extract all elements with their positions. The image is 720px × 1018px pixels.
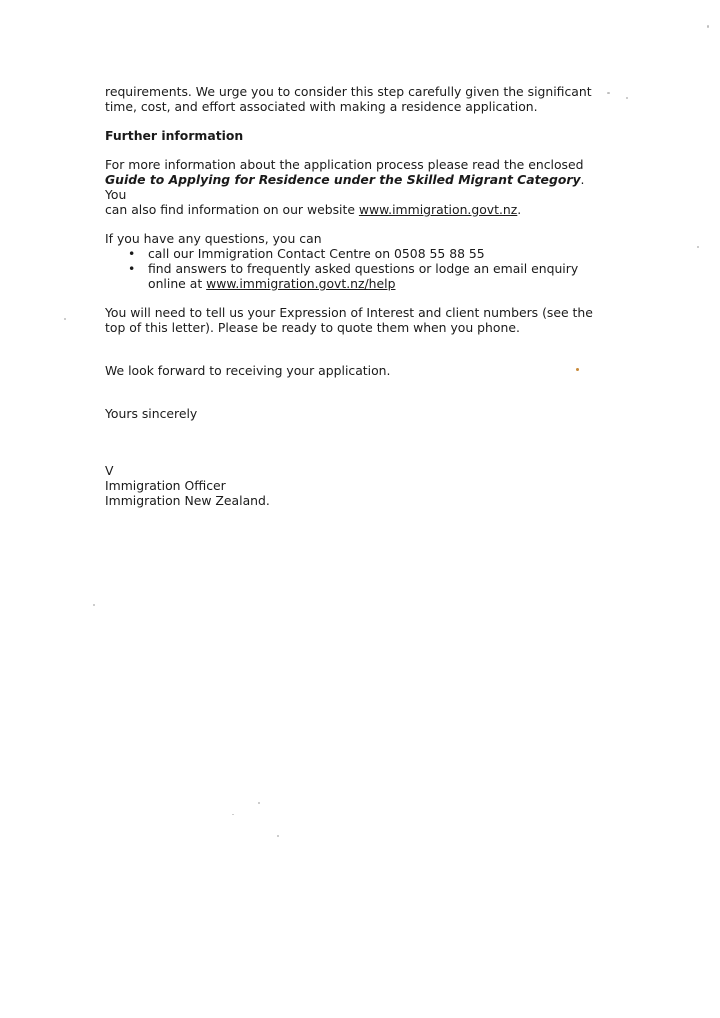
- scan-speck: [626, 97, 628, 99]
- sign-off: Yours sincerely: [105, 406, 198, 421]
- questions-intro: If you have any questions, you can: [105, 231, 322, 246]
- list-item: [128, 261, 605, 291]
- scan-speck: [576, 368, 579, 371]
- scan-speck: [607, 92, 610, 94]
- signature-initial: V: [105, 463, 114, 478]
- faq-item-line-2-prefix: online at: [148, 276, 207, 291]
- list-item: [128, 246, 605, 261]
- guide-title-suffix: . You: [105, 172, 585, 202]
- further-info-line-1: For more information about the application process please read the enclosed: [105, 157, 584, 172]
- bullet-icon: •: [128, 261, 136, 276]
- intro-line-1: requirements. We urge you to consider this step carefully given the significant: [105, 84, 592, 99]
- further-information-paragraph: [105, 157, 605, 217]
- guide-title: Guide to Applying for Residence under the Skilled Migrant Category: [105, 172, 581, 187]
- scan-speck: [64, 318, 66, 320]
- intro-line-2: time, cost, and effort associated with making a residence application.: [105, 99, 538, 114]
- scan-speck: [277, 835, 279, 837]
- look-forward-text: We look forward to receiving your application.: [105, 363, 391, 378]
- website-prefix: can also find information on our website: [105, 202, 359, 217]
- scan-speck: [232, 814, 234, 815]
- scan-speck: [707, 25, 709, 28]
- numbers-note-line-1: You will need to tell us your Expression of Interest and client numbers (see the: [105, 305, 593, 320]
- website-suffix: .: [517, 202, 522, 217]
- organisation-name: Immigration New Zealand.: [105, 493, 270, 508]
- letter-page: [105, 84, 605, 508]
- faq-item-line-1: find answers to frequently asked questions or lodge an email enquiry: [148, 261, 579, 276]
- officer-title: Immigration Officer: [105, 478, 226, 493]
- contact-centre-item: call our Immigration Contact Centre on 0508 55 88 55: [148, 246, 485, 261]
- scan-speck: [258, 802, 260, 804]
- website-link[interactable]: www.immigration.govt.nz: [358, 202, 518, 217]
- numbers-note-line-2: top of this letter). Please be ready to quote them when you phone.: [105, 320, 520, 335]
- questions-list: [105, 246, 605, 291]
- further-information-heading: Further information: [105, 128, 244, 143]
- help-link[interactable]: www.immigration.govt.nz/help: [206, 276, 396, 291]
- further-info-line-2: [105, 172, 605, 202]
- scan-speck: [93, 604, 95, 606]
- scan-speck: [697, 246, 699, 248]
- bullet-icon: •: [128, 246, 136, 261]
- further-info-line-3: [105, 202, 605, 217]
